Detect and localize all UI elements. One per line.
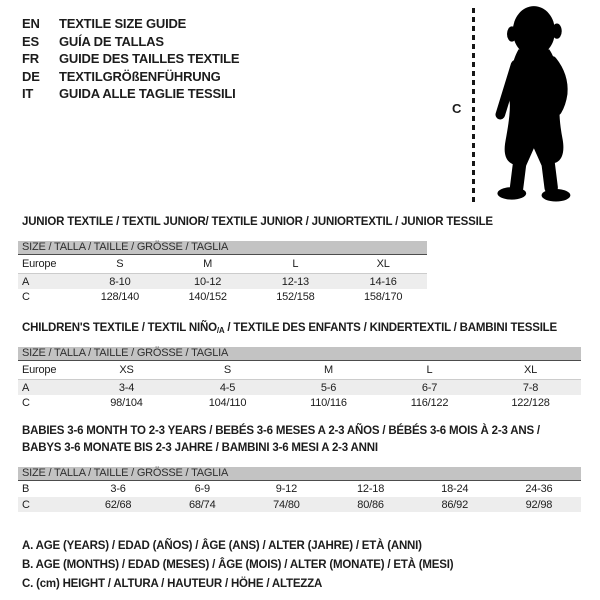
legend (22, 537, 453, 594)
language-title: TEXTILE SIZE GUIDE (59, 16, 187, 31)
cell: 122/128 (511, 397, 550, 409)
cell: 80/86 (357, 498, 384, 511)
table-row (18, 274, 427, 289)
cell: 8-10 (109, 275, 131, 288)
language-code: ES (22, 33, 39, 49)
language-title: GUÍA DE TALLAS (59, 33, 164, 49)
cell: 4-5 (219, 381, 236, 394)
cell: 9-12 (275, 483, 298, 495)
cell: M (324, 364, 333, 376)
children-table-title (22, 320, 557, 339)
cell: M (203, 258, 213, 270)
language-title: TEXTILGRÖßENFÜHRUNG (59, 68, 221, 84)
cell: 5-6 (320, 381, 337, 394)
cell: XL (523, 364, 538, 376)
height-measure-dashed-line (472, 8, 475, 206)
row-label: A (22, 275, 30, 288)
cell: 3-4 (118, 381, 135, 394)
row-label: Europe (22, 258, 57, 270)
language-row (22, 68, 239, 86)
cell: 86/92 (441, 498, 468, 511)
size-header-band: SIZE / TALLA / TAILLE / GRÖSSE / TAGLIA (18, 467, 581, 481)
title-text: BABIES 3-6 MONTH TO 2-3 YEARS / BEBÉS 3-6 MESES A 2-3 AÑOS / BÉBÉS 3-6 MOIS À 2-3 ANS / (22, 425, 540, 437)
language-code: DE (22, 68, 40, 84)
children-size-table (18, 347, 581, 411)
babies-table-title (22, 423, 540, 457)
junior-table-title (22, 214, 493, 231)
cell: 10-12 (194, 275, 222, 288)
size-header-band: SIZE / TALLA / TAILLE / GRÖSSE / TAGLIA (18, 241, 427, 255)
legend-line: A. AGE (YEARS) / EDAD (AÑOS) / ÂGE (ANS) / ALTER (JAHRE) / ETÀ (ANNI) (22, 540, 422, 552)
title-text: JUNIOR TEXTILE / TEXTIL JUNIOR/ TEXTILE JUNIOR / JUNIORTEXTIL / JUNIOR TESSILE (22, 216, 493, 228)
cell: 116/122 (410, 397, 449, 409)
height-label-c: C (452, 101, 462, 116)
cell: 12-18 (357, 483, 385, 495)
cell: 74/80 (273, 498, 300, 511)
row-label: Europe (22, 364, 57, 376)
cell: 12-13 (281, 275, 309, 288)
cell: 24-36 (525, 483, 553, 495)
title-text: CHILDREN'S TEXTILE / TEXTIL NIÑO (22, 322, 217, 334)
title-text: BABYS 3-6 MONATE BIS 2-3 JAHRE / BAMBINI 3-6 MESI A 2-3 ANNI (22, 442, 378, 454)
row-label: C (22, 291, 30, 303)
cell: 6-9 (194, 483, 210, 495)
junior-size-table (18, 241, 427, 305)
cell: 6-7 (421, 381, 438, 394)
table-row (18, 289, 427, 305)
babies-size-table (18, 467, 581, 512)
cell: XS (119, 364, 134, 376)
language-row (22, 15, 239, 33)
language-row (22, 33, 239, 51)
table-row (18, 361, 581, 380)
cell: L (426, 364, 433, 376)
cell: 98/104 (110, 397, 143, 409)
cell: S (116, 258, 124, 270)
cell: 140/152 (188, 291, 227, 303)
cell: 14-16 (369, 275, 397, 288)
language-row (22, 50, 239, 68)
size-header-band: SIZE / TALLA / TAILLE / GRÖSSE / TAGLIA (18, 347, 581, 361)
cell: S (223, 364, 232, 376)
cell: 128/140 (100, 291, 140, 303)
title-text: / TEXTILE DES ENFANTS / KINDERTEXTIL / BAMBINI TESSILE (224, 322, 557, 334)
title-subscript: /A (216, 326, 225, 335)
row-label: C (22, 498, 30, 511)
language-title: GUIDA ALLE TAGLIE TESSILI (59, 86, 236, 101)
cell: 110/116 (310, 397, 347, 409)
table-row (18, 395, 581, 411)
table-row (18, 255, 427, 274)
language-code: FR (22, 51, 39, 66)
language-code: EN (22, 16, 40, 31)
table-row (18, 497, 581, 512)
cell: XL (376, 258, 390, 270)
legend-line: B. AGE (MONTHS) / EDAD (MESES) / ÂGE (MOIS) / ALTER (MONATE) / ETÀ (MESI) (22, 559, 454, 571)
language-row (22, 85, 239, 103)
table-title-line (22, 214, 493, 231)
cell: 152/158 (276, 291, 315, 303)
row-label: B (22, 483, 30, 495)
table-title-line (22, 423, 540, 440)
cell: 104/110 (208, 397, 247, 409)
language-title: GUIDE DES TAILLES TEXTILE (59, 51, 240, 66)
cell: 158/170 (363, 291, 403, 303)
cell: 3-6 (110, 483, 126, 495)
row-label: C (22, 397, 30, 409)
row-label: A (22, 381, 30, 394)
table-title-line (22, 440, 540, 457)
cell: 92/98 (525, 498, 553, 511)
language-code: IT (22, 86, 34, 101)
cell: 62/68 (104, 498, 132, 511)
table-title-line (22, 320, 557, 339)
baby-silhouette-icon (483, 5, 579, 207)
table-row (18, 380, 581, 395)
cell: 68/74 (188, 498, 216, 511)
table-row (18, 481, 581, 497)
language-list (22, 15, 239, 103)
cell: 18-24 (441, 483, 469, 495)
legend-line: C. (cm) HEIGHT / ALTURA / HAUTEUR / HÖHE / ALTEZZA (22, 578, 323, 590)
cell: L (292, 258, 299, 270)
cell: 7-8 (522, 381, 539, 394)
